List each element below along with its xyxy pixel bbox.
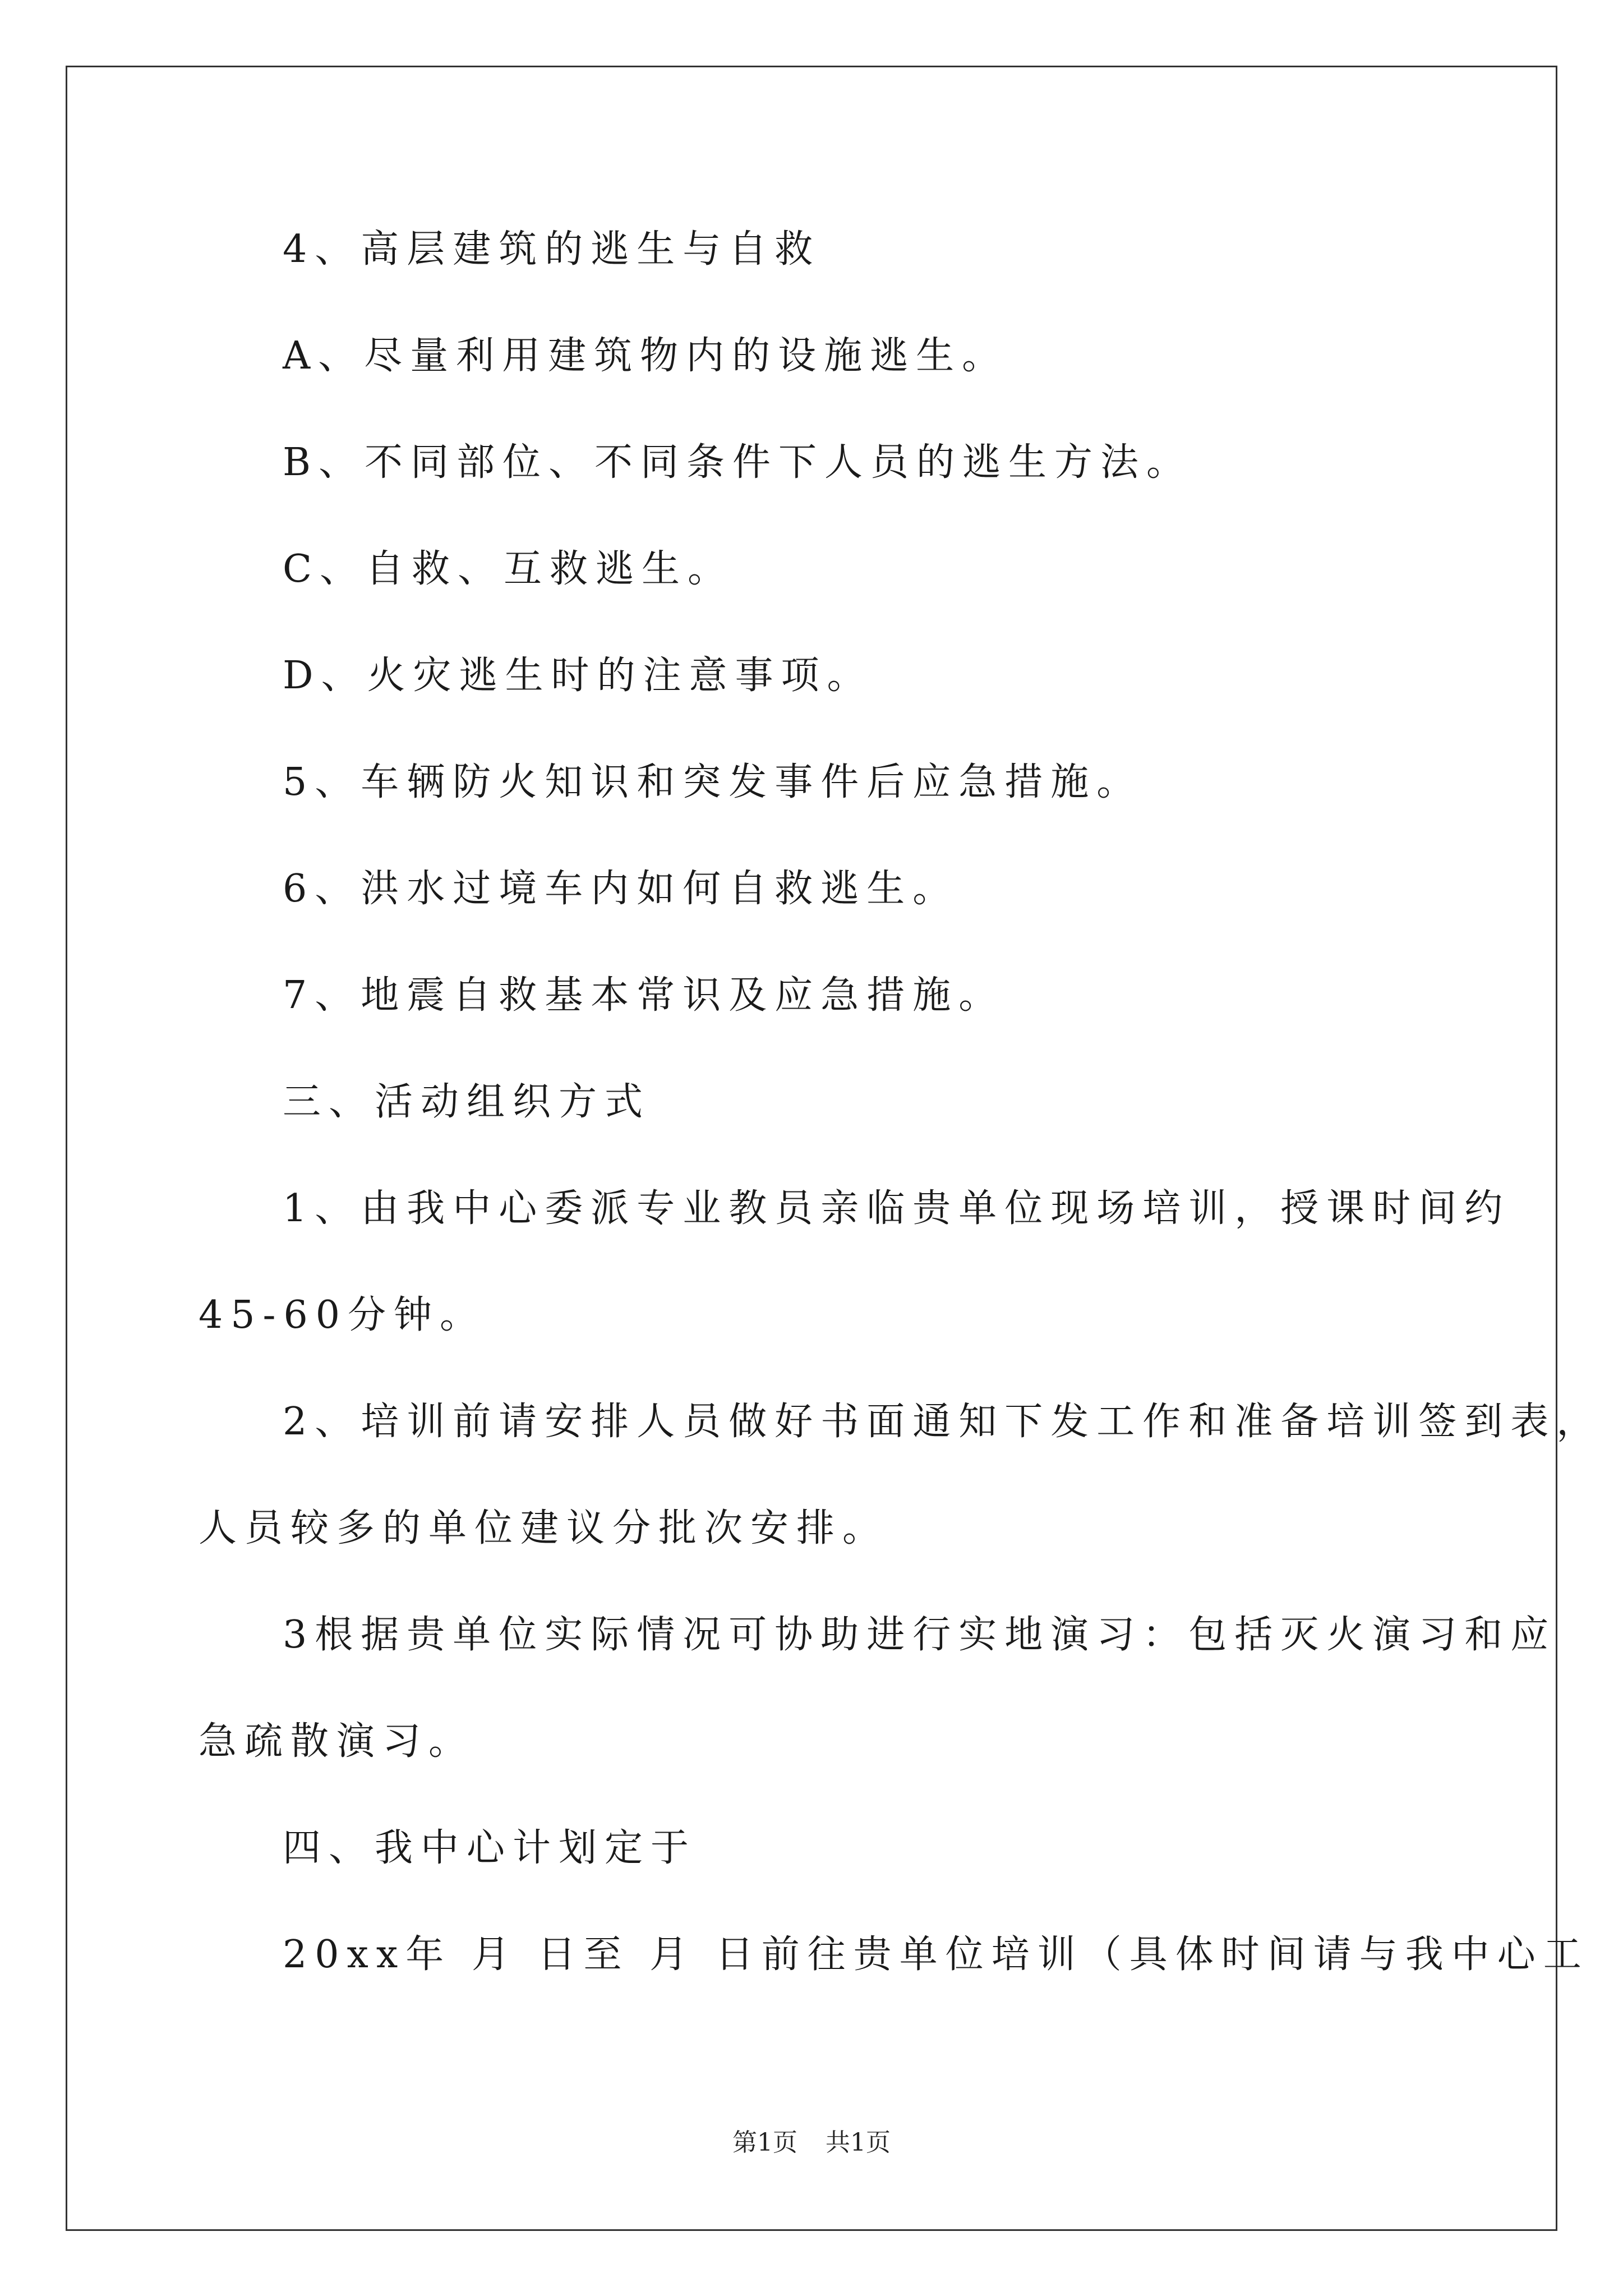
paragraph-1-line-1: 1、由我中心委派专业教员亲临贵单位现场培训，授课时间约 [283,1186,1511,1231]
list-item-d: D、火灾逃生时的注意事项。 [283,654,873,698]
paragraph-2-line-2: 人员较多的单位建议分批次安排。 [199,1506,889,1550]
page-border [66,66,1557,2231]
list-item-4-heading: 4、高层建筑的逃生与自救 [283,227,821,272]
paragraph-3-line-2: 急疏散演习。 [199,1719,475,1764]
list-item-7: 7、地震自救基本常识及应急措施。 [283,973,1005,1018]
paragraph-3-line-1: 3根据贵单位实际情况可协助进行实地演习：包括灭火演习和应 [283,1613,1557,1657]
list-item-c: C、自救、互救逃生。 [283,547,734,591]
section-heading-4: 四、我中心计划定于 [283,1826,697,1870]
paragraph-4-line-1: 20xx年 月 日至 月 日前往贵单位培训（具体时间请与我中心工 [283,1932,1589,1977]
list-item-b: B、不同部位、不同条件下人员的逃生方法。 [283,440,1192,485]
section-heading-3: 三、活动组织方式 [283,1080,651,1124]
paragraph-2-line-1: 2、培训前请安排人员做好书面通知下发工作和准备培训签到表， [283,1400,1603,1444]
paragraph-1-line-2: 45-60分钟。 [199,1293,486,1337]
list-item-6: 6、洪水过境车内如何自救逃生。 [283,867,959,911]
page-number: 第1页 [732,2128,797,2157]
list-item-5: 5、车辆防火知识和突发事件后应急措施。 [283,760,1143,804]
list-item-a: A、尽量利用建筑物内的设施逃生。 [283,334,1008,378]
page-footer [0,2126,1623,2160]
page-total: 共1页 [826,2128,891,2157]
